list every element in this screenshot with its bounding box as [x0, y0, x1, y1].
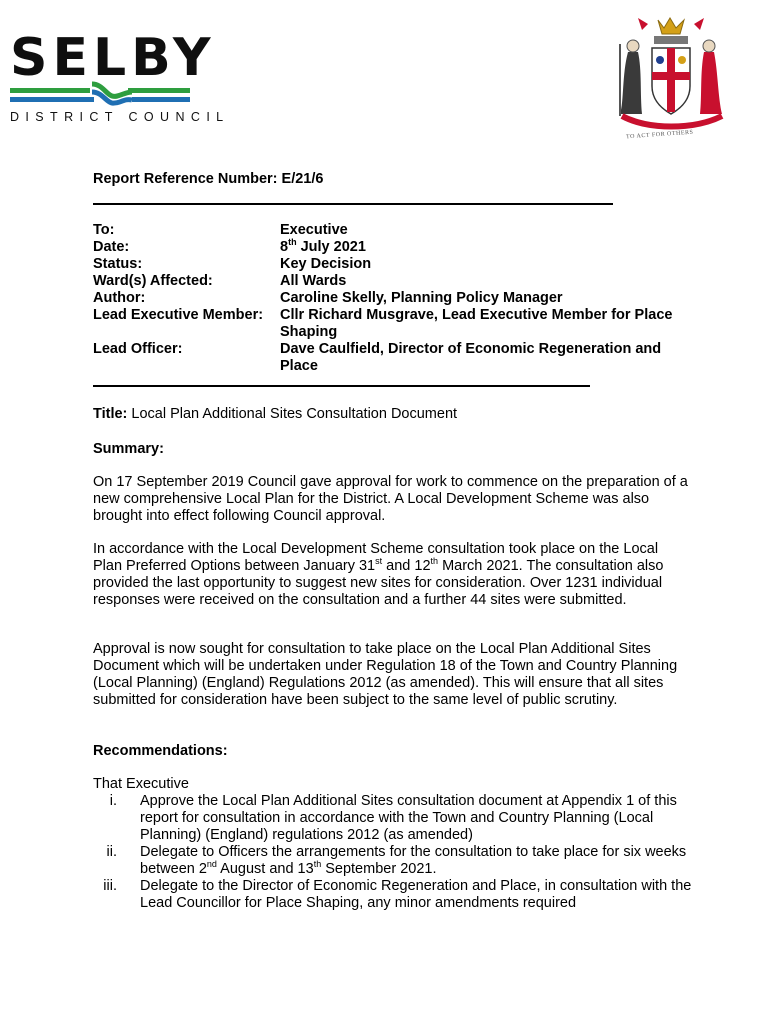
- meta-row-date: [93, 239, 693, 256]
- logo-green-line-right: [128, 88, 190, 93]
- item-text: September 2021.: [321, 861, 437, 877]
- coat-of-arms: [608, 14, 734, 146]
- meta-row-wards: [93, 273, 693, 290]
- meta-label: Author:: [93, 290, 146, 306]
- meta-value: Cllr Richard Musgrave, Lead Executive Member for Place Shaping: [280, 307, 673, 340]
- meta-row-lead-executive: [93, 307, 693, 341]
- divider-top: [93, 203, 613, 205]
- meta-label: Lead Executive Member:: [93, 307, 264, 323]
- meta-label: Lead Officer:: [93, 341, 183, 357]
- meta-value: All Wards: [280, 273, 347, 289]
- meta-value: [280, 239, 693, 256]
- date-superscript: th: [288, 237, 297, 248]
- list-item-number: [93, 793, 140, 844]
- list-item: [93, 844, 693, 878]
- para-text: In accordance with the Local Development Scheme consultation took place on the Local Plan Preferred Options between January 31: [93, 541, 659, 574]
- superscript: th: [313, 859, 322, 870]
- logo-subtitle: DISTRICT COUNCIL: [10, 110, 230, 124]
- coat-of-arms-icon: [608, 14, 734, 134]
- meta-row-lead-officer: [93, 341, 693, 375]
- logo-blue-line-right: [132, 97, 190, 102]
- logo-river-wave-icon: [90, 80, 134, 106]
- meta-row-author: [93, 290, 693, 307]
- summary-heading: Summary:: [93, 441, 164, 457]
- meta-label: To:: [93, 222, 115, 238]
- meta-label: Date:: [93, 239, 130, 255]
- list-number-text: iii.: [103, 878, 117, 894]
- superscript: th: [430, 556, 439, 567]
- date-rest: July 2021: [296, 239, 366, 255]
- item-text: Delegate to Officers the arrangements for the consultation to take place for six weeks between 2: [140, 844, 687, 877]
- recommendations-list: [93, 776, 693, 912]
- report-title: [93, 406, 457, 422]
- title-text: Local Plan Additional Sites Consultation Document: [127, 406, 458, 422]
- logo-wordmark: SELBY: [10, 28, 216, 88]
- logo-blue-line: [10, 97, 94, 102]
- recommendations-heading: Recommendations:: [93, 743, 228, 759]
- meta-row-status: [93, 256, 693, 273]
- meta-value: Executive: [280, 222, 348, 238]
- list-item-number: [93, 878, 140, 912]
- list-item-text: [140, 844, 693, 878]
- report-metadata: [93, 222, 693, 375]
- list-item-text: Delegate to the Director of Economic Regeneration and Place, in consultation with the Lead Councillor for Place Shaping, any minor amendments required: [140, 878, 692, 911]
- para-text: March 2021. The consultation also provided the last opportunity to suggest new sites for consideration. Over 1231 individual responses were received on the consultation and a further 44 sites were submitted.: [93, 558, 664, 608]
- logo-green-line: [10, 88, 90, 93]
- superscript: st: [375, 556, 383, 567]
- summary-paragraph-3: Approval is now sought for consultation to take place on the Local Plan Additional Sites Document which will be undertaken under Regulation 18 of the Town and Country Planning (Local Planning) (England) Regulations 2012 (as amended). This will ensure that all sites submitted for consideration have been subject to the same level of public scrutiny.: [93, 641, 678, 708]
- list-item: [93, 793, 693, 844]
- recommendations-intro: That Executive: [93, 776, 189, 792]
- list-number-text: i.: [109, 793, 117, 809]
- list-item-text: Approve the Local Plan Additional Sites consultation document at Appendix 1 of this report for consultation in accordance with the Town and Country Planning (Local Planning) (England) regulations 2012 (as amended): [140, 793, 677, 843]
- meta-row-to: [93, 222, 693, 239]
- meta-label: Status:: [93, 256, 143, 272]
- divider-bottom: [93, 385, 590, 387]
- meta-value: Caroline Skelly, Planning Policy Manager: [280, 290, 563, 306]
- para-text: and 12: [382, 558, 431, 574]
- summary-paragraph-2: [93, 541, 689, 609]
- selby-logo: [8, 28, 230, 130]
- list-number-text: ii.: [106, 844, 117, 860]
- crest-motto: TO ACT FOR OTHERS: [625, 129, 694, 141]
- meta-value: Key Decision: [280, 256, 372, 272]
- date-day: 8: [280, 239, 289, 255]
- list-item-number: [93, 844, 140, 878]
- meta-label: Ward(s) Affected:: [93, 273, 213, 289]
- summary-paragraph-1: On 17 September 2019 Council gave approval for work to commence on the preparation of a new comprehensive Local Plan for the District. A Local Development Scheme was also brought into effect following Council approval.: [93, 474, 688, 524]
- list-item: [93, 878, 693, 912]
- item-text: August and 13: [216, 861, 314, 877]
- report-reference: Report Reference Number: E/21/6: [93, 171, 324, 187]
- meta-value: Dave Caulfield, Director of Economic Regeneration and Place: [280, 341, 662, 374]
- title-label: Title:: [93, 406, 128, 422]
- superscript: nd: [206, 859, 217, 870]
